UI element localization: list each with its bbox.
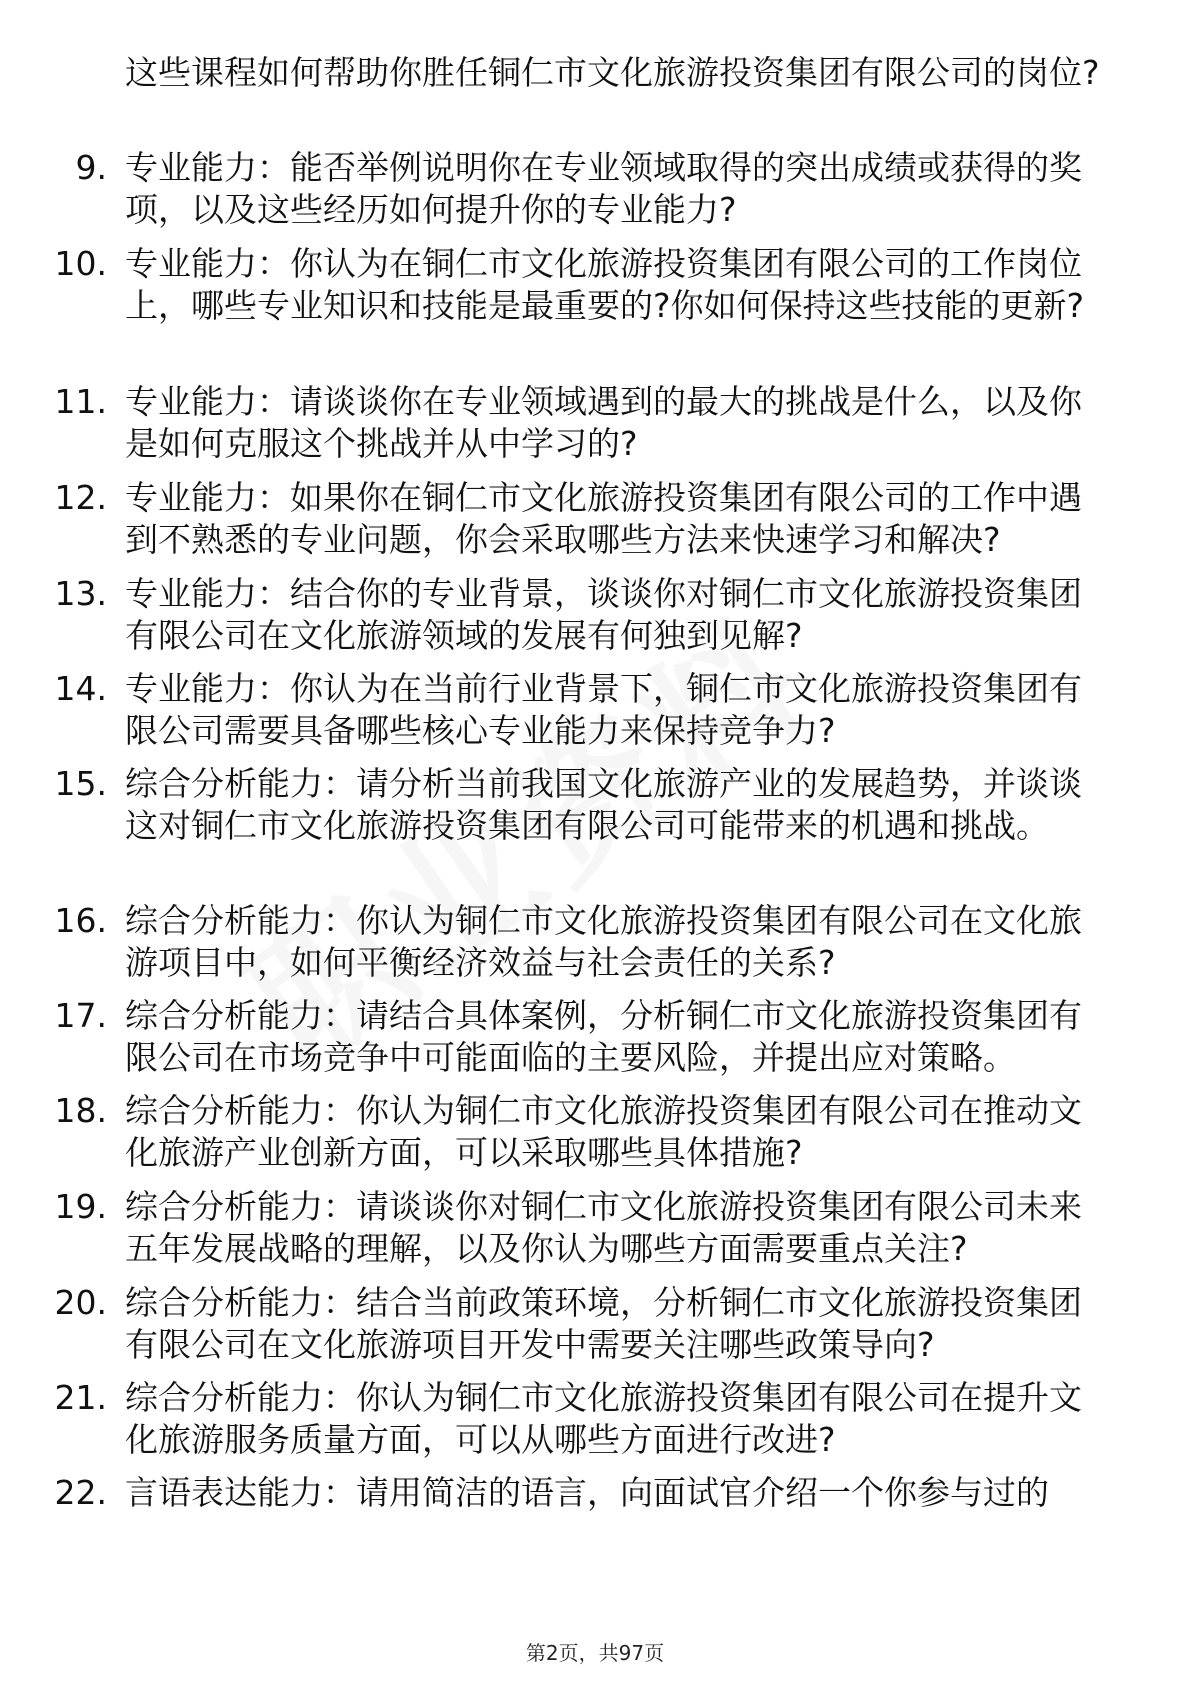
question-number: 12. (54, 478, 107, 517)
question-number: 21. (54, 1378, 107, 1417)
question-number: 13. (54, 574, 107, 613)
question-text: 综合分析能力：结合当前政策环境，分析铜仁市文化旅游投资集团有限公司在文化旅游项目开发中需要关注哪些政策导向? (125, 1283, 1082, 1364)
question-text: 专业能力：如果你在铜仁市文化旅游投资集团有限公司的工作中遇到不熟悉的专业问题，你会采取哪些方法来快速学习和解决? (125, 478, 1082, 559)
question-number: 17. (54, 996, 107, 1035)
question-number: 19. (54, 1187, 107, 1226)
question-text: 综合分析能力：你认为铜仁市文化旅游投资集团有限公司在文化旅游项目中，如何平衡经济效益与社会责任的关系? (125, 901, 1082, 982)
question-number: 9. (75, 148, 107, 187)
page-footer: 第2页，共97页 (525, 1641, 665, 1665)
question-text: 言语表达能力：请用简洁的语言，向面试官介绍一个你参与过的 (125, 1473, 1049, 1512)
question-text: 专业能力：能否举例说明你在专业领域取得的突出成绩或获得的奖项，以及这些经历如何提升你的专业能力? (125, 148, 1082, 229)
question-text: 专业能力：你认为在当前行业背景下，铜仁市文化旅游投资集团有限公司需要具备哪些核心专业能力来保持竞争力? (125, 669, 1082, 750)
question-number: 20. (54, 1283, 107, 1322)
question-number: 10. (54, 244, 107, 283)
question-number: 22. (54, 1473, 107, 1512)
intro-continuation: 这些课程如何帮助你胜任铜仁市文化旅游投资集团有限公司的岗位? (125, 53, 1100, 92)
question-number: 11. (54, 382, 107, 421)
question-text: 专业能力：结合你的专业背景，谈谈你对铜仁市文化旅游投资集团有限公司在文化旅游领域的发展有何独到见解? (125, 574, 1082, 655)
question-text: 专业能力：请谈谈你在专业领域遇到的最大的挑战是什么，以及你是如何克服这个挑战并从中学习的? (125, 382, 1082, 463)
question-text: 综合分析能力：你认为铜仁市文化旅游投资集团有限公司在推动文化旅游产业创新方面，可以采取哪些具体措施? (125, 1091, 1082, 1172)
question-text: 专业能力：你认为在铜仁市文化旅游投资集团有限公司的工作岗位上，哪些专业知识和技能是最重要的?你如何保持这些技能的更新? (125, 244, 1085, 325)
question-text: 综合分析能力：请谈谈你对铜仁市文化旅游投资集团有限公司未来五年发展战略的理解，以及你认为哪些方面需要重点关注? (125, 1187, 1082, 1268)
question-text: 综合分析能力：请结合具体案例，分析铜仁市文化旅游投资集团有限公司在市场竞争中可能面临的主要风险，并提出应对策略。 (125, 996, 1082, 1077)
question-number: 18. (54, 1091, 107, 1130)
question-number: 15. (54, 764, 107, 803)
question-text: 综合分析能力：请分析当前我国文化旅游产业的发展趋势，并谈谈这对铜仁市文化旅游投资集团有限公司可能带来的机遇和挑战。 (125, 764, 1082, 845)
question-number: 16. (54, 901, 107, 940)
question-text: 综合分析能力：你认为铜仁市文化旅游投资集团有限公司在提升文化旅游服务质量方面，可以从哪些方面进行改进? (125, 1378, 1082, 1459)
question-number: 14. (54, 669, 107, 708)
